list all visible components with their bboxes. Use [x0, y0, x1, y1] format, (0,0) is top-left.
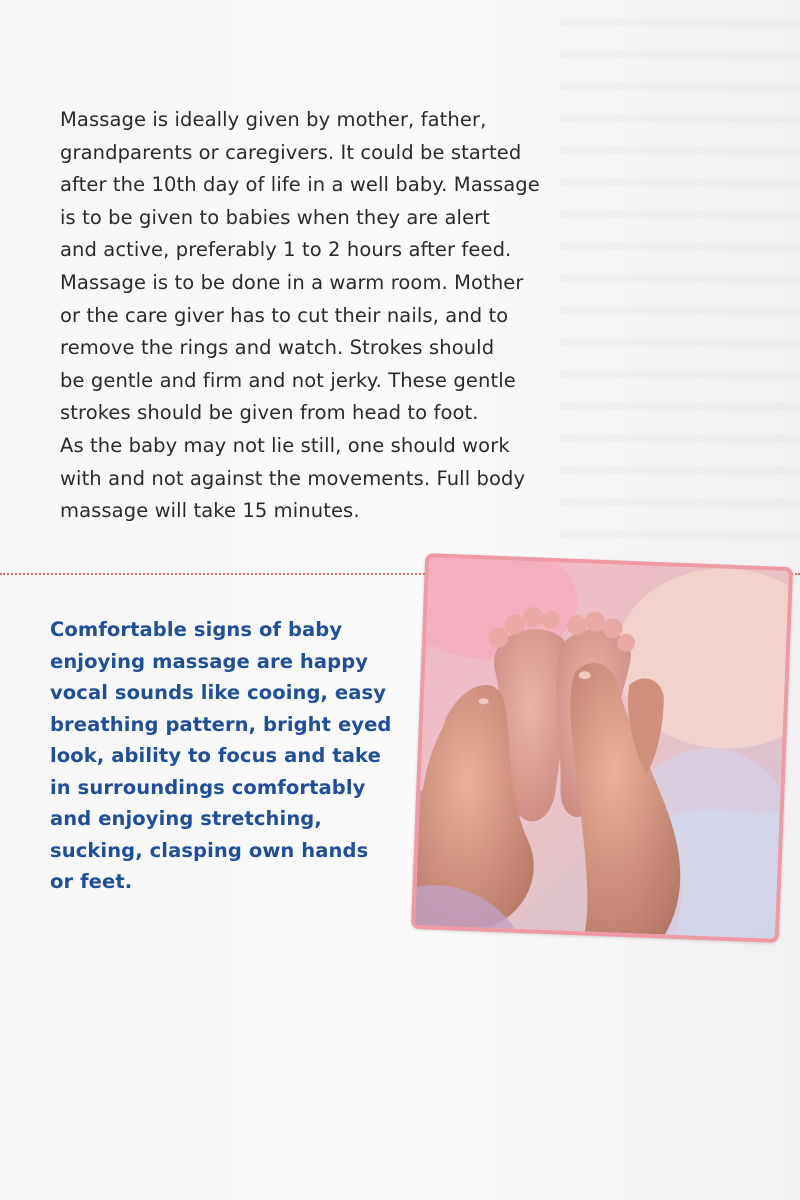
text-line: Massage is to be done in a warm room. Mother — [60, 270, 524, 294]
text-line: sucking, clasping own hands — [50, 838, 369, 862]
massage-instructions-paragraph — [60, 104, 600, 528]
text-line: enjoying massage are happy — [50, 649, 369, 673]
text-line: As the baby may not lie still, one should work — [60, 433, 510, 457]
text-line: massage will take 15 minutes. — [60, 499, 360, 523]
baby-feet-photo — [411, 553, 793, 943]
text-line: is to be given to babies when they are alert — [60, 205, 491, 229]
text-line: look, ability to focus and take — [50, 744, 381, 767]
baby-feet-illustration — [415, 557, 789, 939]
text-line: grandparents or caregivers. It could be started — [60, 140, 522, 164]
text-line: in surroundings comfortably — [50, 775, 366, 799]
text-line: or the care giver has to cut their nails, and to — [60, 303, 509, 327]
text-line: with and not against the movements. Full body — [60, 466, 526, 490]
text-line: breathing pattern, bright eyed — [50, 712, 392, 736]
text-line: and enjoying stretching, — [50, 807, 322, 830]
text-line: Comfortable signs of baby — [50, 618, 343, 641]
text-line: remove the rings and watch. Strokes should — [60, 336, 495, 360]
text-line: or feet. — [50, 870, 133, 893]
text-line: vocal sounds like cooing, easy — [50, 681, 387, 704]
comfort-signs-paragraph — [50, 614, 400, 898]
text-line: Massage is ideally given by mother, father, — [60, 108, 487, 131]
text-line: strokes should be given from head to foot. — [60, 401, 479, 425]
text-line: be gentle and firm and not jerky. These gentle — [60, 368, 516, 392]
text-line: after the 10th day of life in a well baby. Massage — [60, 173, 540, 197]
text-line: and active, preferably 1 to 2 hours after feed. — [60, 238, 512, 262]
